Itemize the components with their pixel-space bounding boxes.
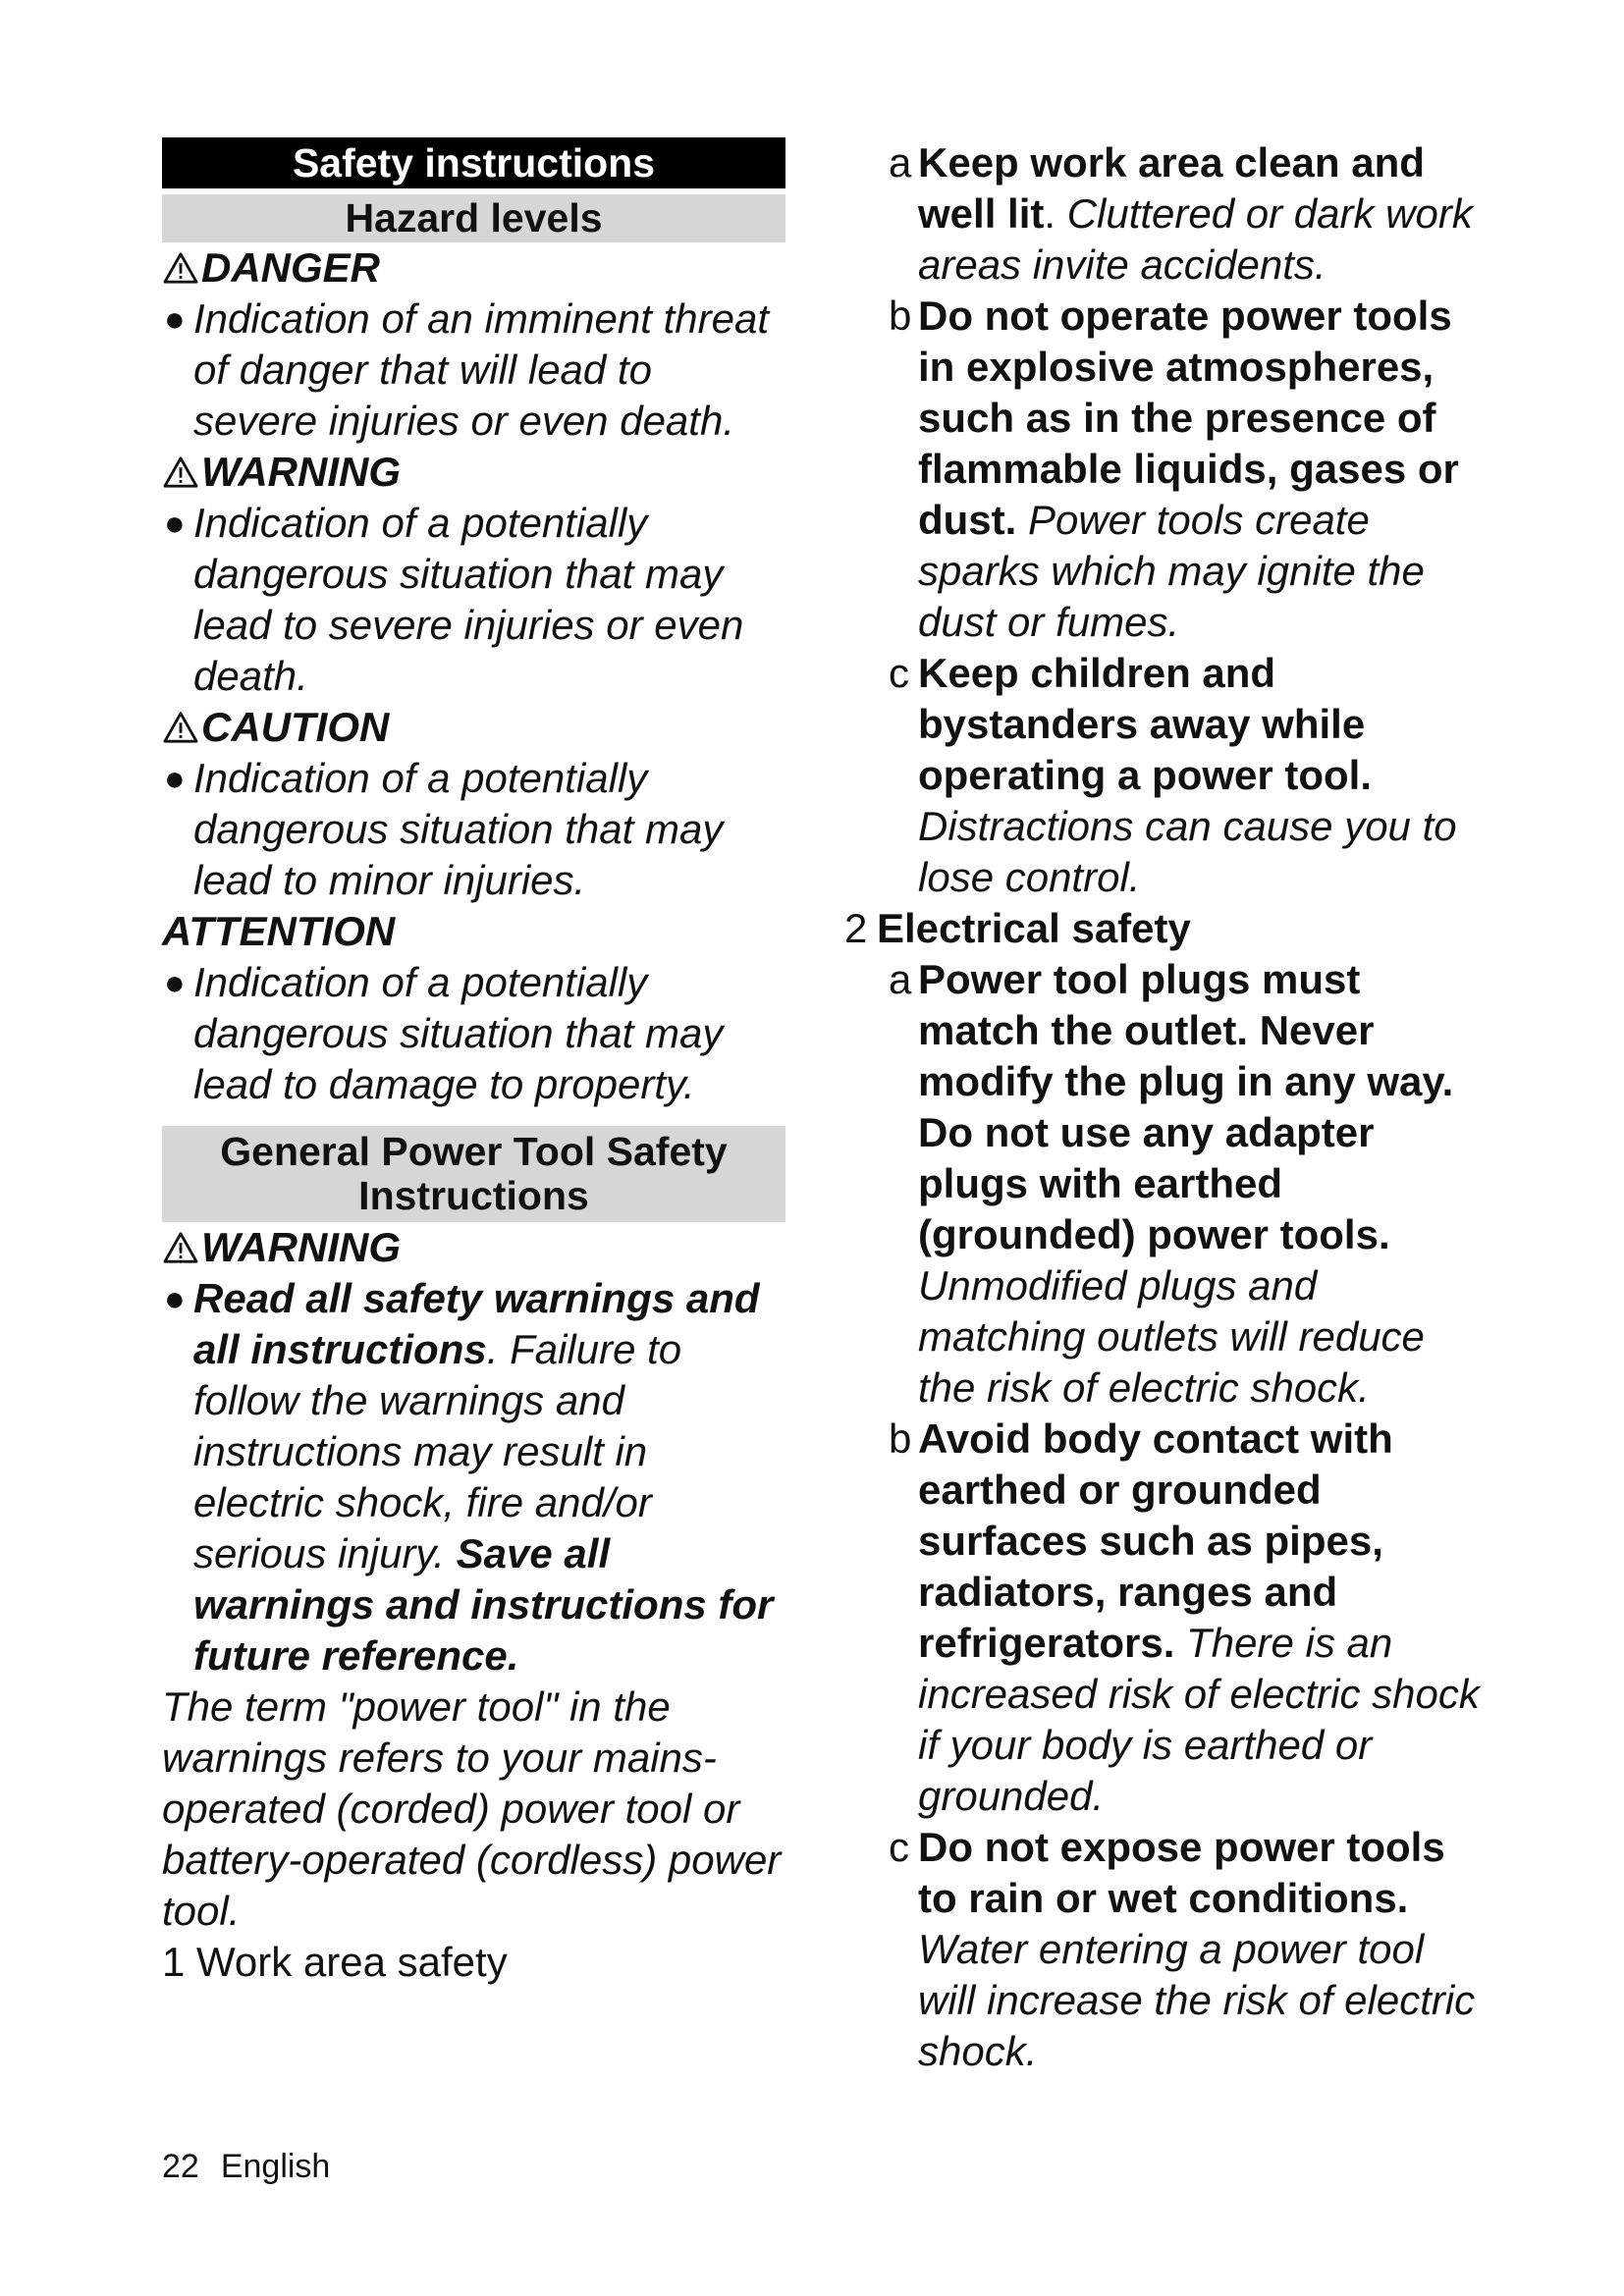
general-safety-heading: General Power Tool Safety Instructions: [162, 1126, 785, 1222]
power-tool-term-text: The term "power tool" in the warnings refers to your mains-operated (corded) power tool or battery-operated (cordless) power tool.: [162, 1683, 782, 1934]
item-1c: [839, 648, 1488, 903]
warning-triangle-icon: [162, 711, 199, 744]
warning-heading: [162, 447, 785, 498]
item-1a-bold: Keep work area clean and well lit: [918, 139, 1425, 237]
attention-label: ATTENTION: [162, 908, 396, 954]
item-letter: a: [889, 139, 912, 186]
item-1a-italic: Cluttered or dark work areas invite accidents.: [918, 190, 1473, 288]
general-warning-heading: [162, 1222, 785, 1273]
electrical-safety-heading: [839, 903, 1488, 954]
warning-label: WARNING: [201, 449, 401, 495]
item-1a: [839, 137, 1488, 291]
safety-instructions-heading: Safety instructions: [162, 137, 785, 188]
page-language: English: [220, 2148, 331, 2185]
hazard-levels-heading: Hazard levels: [162, 194, 785, 242]
section-title: Electrical safety: [877, 905, 1191, 951]
item-2a-bold: Power tool plugs must match the outlet. Never modify the plug in any way. Do not use any adapter plugs with earthed (grounded) power tools.: [918, 956, 1454, 1257]
page-footer: [162, 2148, 352, 2186]
item-1b-bold: Do not operate power tools in explosive atmospheres, such as in the presence of flammable liquids, gases or dust.: [918, 293, 1459, 543]
caution-label: CAUTION: [201, 704, 390, 750]
section-title: Work area safety: [196, 1939, 508, 1985]
left-column: [162, 137, 785, 1988]
caution-heading: [162, 702, 785, 753]
item-2b-bold: Avoid body contact with earthed or grounded surfaces such as pipes, radiators, ranges and refrigerators.: [918, 1415, 1393, 1666]
item-1b: [839, 291, 1488, 648]
item-letter: c: [889, 650, 909, 696]
item-2a: [839, 954, 1488, 1414]
warning-triangle-icon: [162, 1231, 199, 1264]
danger-label: DANGER: [201, 244, 381, 291]
item-2b-italic: There is an increased risk of electric shock if your body is earthed or grounded.: [918, 1620, 1480, 1819]
work-area-safety-heading: [162, 1937, 785, 1988]
general-warning-period: .: [486, 1326, 499, 1372]
bullet-dot-icon: ●: [164, 758, 186, 798]
item-letter: a: [889, 956, 912, 1002]
general-warning-text: Failure to follow the warnings and instructions may result in electric shock, fire and/or serious injury.: [193, 1326, 682, 1576]
section-number: 1: [162, 1939, 186, 1985]
item-letter: b: [889, 293, 912, 339]
item-letter: b: [889, 1415, 912, 1462]
attention-description: [162, 957, 785, 1110]
item-2a-italic: Unmodified plugs and matching outlets will reduce the risk of electric shock.: [918, 1262, 1425, 1411]
danger-description: [162, 294, 785, 447]
danger-text: Indication of an imminent threat of danger that will lead to severe injuries or even death.: [193, 295, 769, 444]
general-warning-label: WARNING: [201, 1224, 401, 1270]
warning-description: [162, 498, 785, 702]
item-1c-italic: Distractions can cause you to lose control.: [918, 803, 1457, 900]
bullet-dot-icon: ●: [164, 962, 186, 1002]
item-letter: c: [889, 1824, 909, 1870]
warning-triangle-icon: [162, 251, 199, 285]
warning-text: Indication of a potentially dangerous situation that may lead to severe injuries or even death.: [193, 500, 744, 699]
warning-triangle-icon: [162, 455, 199, 489]
right-column: [839, 137, 1488, 2077]
section-number: 2: [844, 905, 868, 951]
general-warning-bold-intro: Read all safety warnings and all instructions: [193, 1275, 760, 1372]
bullet-dot-icon: ●: [164, 1278, 186, 1318]
bullet-dot-icon: ●: [164, 503, 186, 543]
danger-heading: [162, 242, 785, 294]
item-2c-bold: Do not expose power tools to rain or wet conditions.: [918, 1824, 1445, 1921]
item-2c-italic: Water entering a power tool will increase the risk of electric shock.: [918, 1926, 1476, 2074]
attention-text: Indication of a potentially dangerous situation that may lead to damage to property.: [193, 959, 724, 1107]
item-1c-bold: Keep children and bystanders away while operating a power tool.: [918, 650, 1373, 798]
caution-description: [162, 753, 785, 906]
general-warning-bold-outro: Save all warnings and instructions for future reference.: [193, 1530, 774, 1679]
general-warning-description: [162, 1273, 785, 1682]
page-number: 22: [162, 2148, 199, 2185]
item-2b: [839, 1414, 1488, 1822]
item-1a-period: .: [1044, 190, 1056, 237]
item-1b-italic: Power tools create sparks which may ignite the dust or fumes.: [918, 497, 1425, 645]
item-2c: [839, 1822, 1488, 2077]
caution-text: Indication of a potentially dangerous situation that may lead to minor injuries.: [193, 755, 724, 903]
attention-heading: [162, 906, 785, 957]
bullet-dot-icon: ●: [164, 298, 186, 339]
